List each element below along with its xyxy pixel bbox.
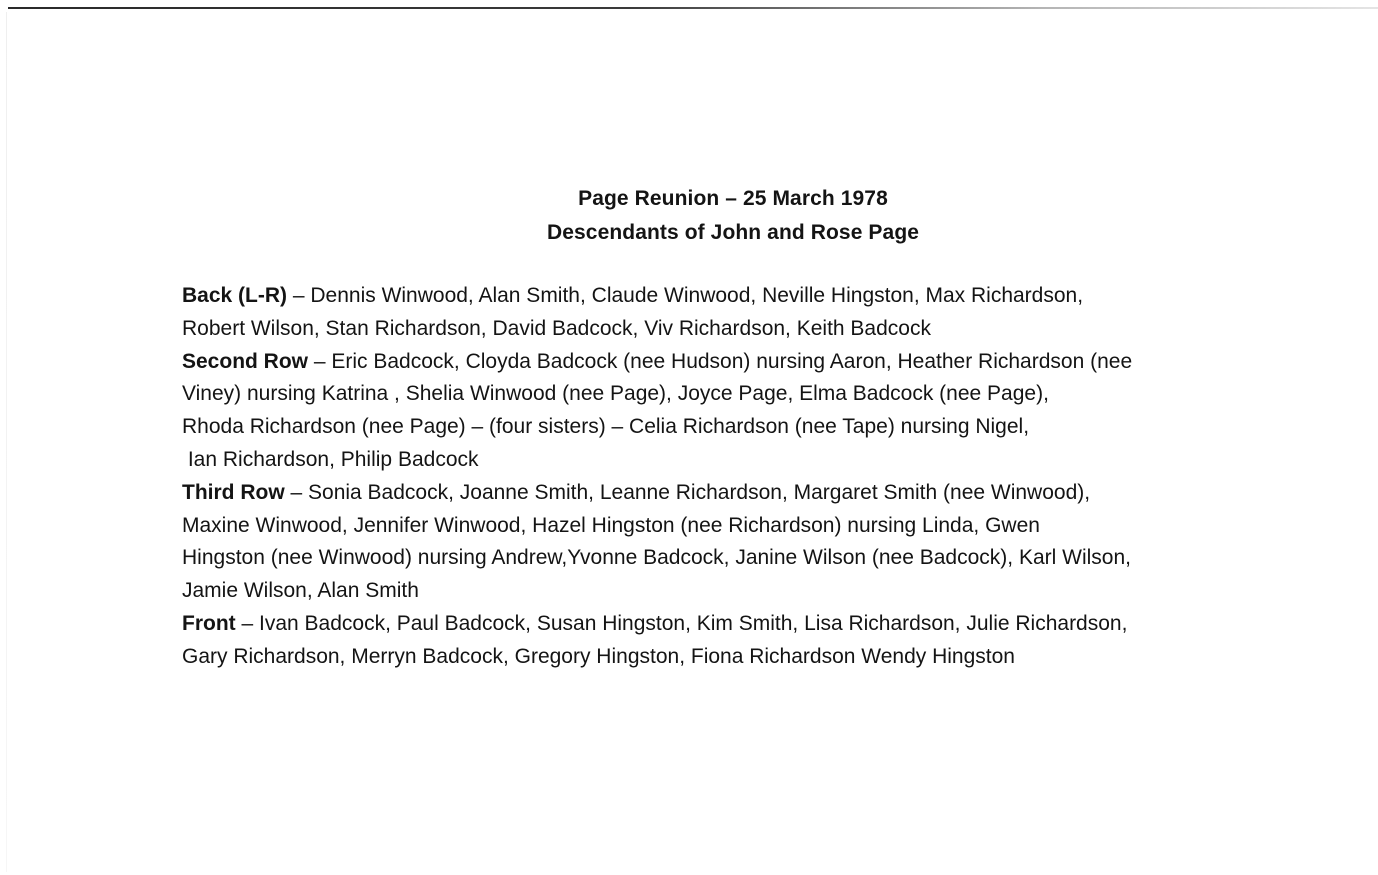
section-text: – Dennis Winwood, Alan Smith, Claude Winwood, Neville Hingston, Max Richardson,	[287, 284, 1084, 307]
section-label-second-row: Second Row	[182, 349, 309, 373]
section-line: Robert Wilson, Stan Richardson, David Badcock, Viv Richardson, Keith Badcock	[182, 316, 931, 340]
section-back-row	[182, 280, 1322, 346]
section-line	[182, 608, 1322, 641]
section-third-row	[182, 477, 1322, 608]
section-line: Maxine Winwood, Jennifer Winwood, Hazel Hingston (nee Richardson) nursing Linda, Gwen	[182, 513, 1040, 537]
section-label-third-row: Third Row	[182, 480, 285, 504]
section-text: – Ivan Badcock, Paul Badcock, Susan Hingston, Kim Smith, Lisa Richardson, Julie Richardson,	[235, 611, 1128, 635]
section-text: – Sonia Badcock, Joanne Smith, Leanne Richardson, Margaret Smith (nee Winwood),	[284, 480, 1091, 504]
title-block	[0, 182, 1378, 250]
section-second-row	[182, 346, 1322, 477]
caption-body	[182, 280, 1322, 674]
section-line: Gary Richardson, Merryn Badcock, Gregory Hingston, Fiona Richardson Wendy Hingston	[182, 644, 1015, 668]
section-line: Ian Richardson, Philip Badcock	[182, 447, 479, 471]
scan-border-top	[8, 7, 1378, 9]
section-line	[182, 477, 1322, 510]
section-line: Hingston (nee Winwood) nursing Andrew,Yvonne Badcock, Janine Wilson (nee Badcock), Karl Wilson,	[182, 546, 1131, 570]
section-front-row	[182, 608, 1322, 674]
section-label-front: Front	[182, 611, 236, 635]
document-title: Page Reunion – 25 March 1978	[578, 187, 888, 210]
section-line	[182, 280, 1322, 313]
section-line: Jamie Wilson, Alan Smith	[182, 579, 419, 603]
scan-border-left	[6, 12, 7, 872]
document-subtitle: Descendants of John and Rose Page	[546, 221, 920, 244]
section-text: – Eric Badcock, Cloyda Badcock (nee Hudson) nursing Aaron, Heather Richardson (nee	[308, 349, 1133, 373]
section-label-back: Back (L-R)	[182, 284, 288, 307]
section-line	[182, 346, 1322, 379]
section-line: Viney) nursing Katrina , Shelia Winwood (nee Page), Joyce Page, Elma Badcock (nee Page),	[182, 382, 1049, 406]
section-line: Rhoda Richardson (nee Page) – (four sisters) – Celia Richardson (nee Tape) nursing Nigel,	[182, 415, 1030, 439]
